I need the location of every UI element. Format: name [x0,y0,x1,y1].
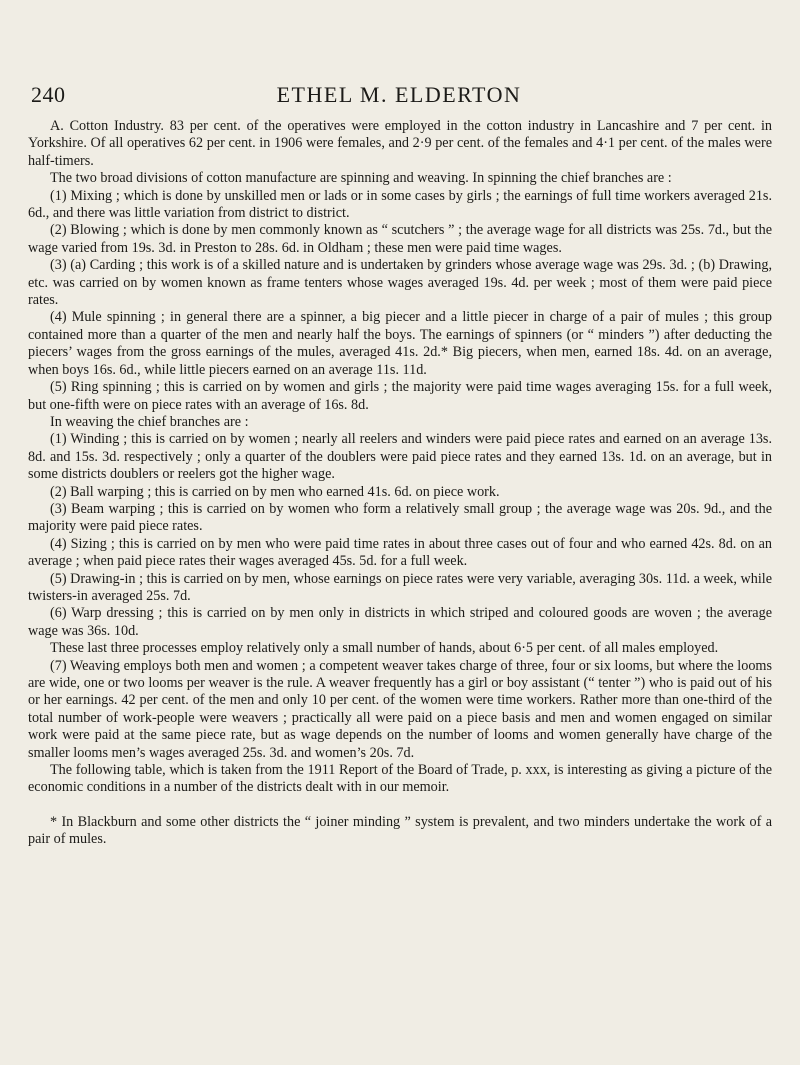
paragraph: (5) Drawing-in ; this is carried on by men, whose earnings on piece rates were very variable, averaging 30s. 11d. a week, while twisters-in averaged 25s. 7d. [28,570,772,604]
paragraph: (2) Ball warping ; this is carried on by men who earned 41s. 6d. on piece work. [50,483,500,500]
footnote: * In Blackburn and some other districts the “ joiner minding ” system is prevalent, and two minders undertake the work of a pair of mules. [28,813,772,848]
page-number: 240 [31,82,66,107]
paragraph: (6) Warp dressing ; this is carried on by men only in districts in which striped and coloured goods are woven ; the average wage was 36s. 10d. [28,605,772,639]
paragraph: (3) Beam warping ; this is carried on by women who form a relatively small group ; the average wage was 20s. 9d., and the majority were paid piece rates. [28,500,772,535]
paragraph: (3) (a) Carding ; this work is of a skilled nature and is undertaken by grinders whose average wage was 29s. 3d. ; (b) Drawing, etc. was carried on by women known as frame tenters whose wages averaged 19s. 4d. per week ; most of them were paid piece rates. [28,257,772,309]
paragraph: (5) Ring spinning ; this is carried on by women and girls ; the majority were paid time wages averaging 15s. for a full week, but one-fifth were on piece rates with an average of 16s. 8d. [28,379,772,413]
page-header [28,82,770,110]
paragraph: These last three processes employ relatively only a small number of hands, about 6·5 per cent. of all males employed. [50,640,719,657]
running-title: ETHEL M. ELDERTON [276,82,522,107]
paragraph: (2) Blowing ; which is done by men commonly known as “ scutchers ” ; the average wage for all districts was 25s. 7d., but the wage varied from 19s. 3d. in Preston to 28s. 6d. in Oldham ; these men were paid time wages. [28,222,772,256]
paragraph: (1) Mixing ; which is done by unskilled men or lads or in some cases by girls ; the earnings of full time workers averaged 21s. 6d., and there was little variation from district to district. [28,187,772,222]
body-text [28,118,772,849]
paragraph: The following table, which is taken from the 1911 Report of the Board of Trade, p. xxx, is interesting as giving a picture of the economic conditions in a number of the districts dealt with in our memoir. [28,762,772,796]
paragraph: (4) Mule spinning ; in general there are a spinner, a big piecer and a little piecer in charge of a pair of mules ; this group contained more than a quarter of the men and nearly half the boys. The earnings of spinners (or “ minders ”) after deducting the piecers’ wages from the gross earnings of the mules, averaged 41s. 2d.* Big piecers, when men, earned 18s. 4d. on an average, when boys 16s. 6d., while little piecers earned on an average 11s. 11d. [28,309,772,378]
paragraph: The two broad divisions of cotton manufacture are spinning and weaving. In spinning the chief branches are : [50,170,672,187]
paragraph: A. Cotton Industry. 83 per cent. of the operatives were employed in the cotton industry in Lancashire and 7 per cent. in Yorkshire. Of all operatives 62 per cent. in 1906 were females, and 2·9 per cent. of the females and 4·1 per cent. of the males were half-timers. [28,118,772,169]
paragraph: (7) Weaving employs both men and women ; a competent weaver takes charge of three, four or six looms, but where the looms are wide, one or two looms per weaver is the rule. A weaver frequently has a girl or boy assistant (“ tenter ”) who is paid out of his or her earnings. 42 per cent. of the men and only 10 per cent. of the women were time workers. Rather more than one-third of the total number of work-people were weavers ; practically all were paid on a piece basis and men and women engaged on similar work were paid at the same piece rate, but as wage depends on the number of looms and women generally have charge of the smaller looms men’s wages averaged 25s. 3d. and women’s 20s. 7d. [28,657,772,761]
paragraph: In weaving the chief branches are : [50,413,249,430]
paragraph: (4) Sizing ; this is carried on by men who were paid time rates in about three cases out of four and who earned 42s. 8d. on an average ; when paid piece rates their wages averaged 45s. 5d. for a full week. [28,535,772,570]
paragraph: (1) Winding ; this is carried on by women ; nearly all reelers and winders were paid piece rates and earned on an average 13s. 8d. and 15s. 3d. respectively ; only a quarter of the doublers were paid piece rates and they earned 13s. 1d. on an average, but in some districts doublers or reelers got the higher wage. [28,431,772,483]
